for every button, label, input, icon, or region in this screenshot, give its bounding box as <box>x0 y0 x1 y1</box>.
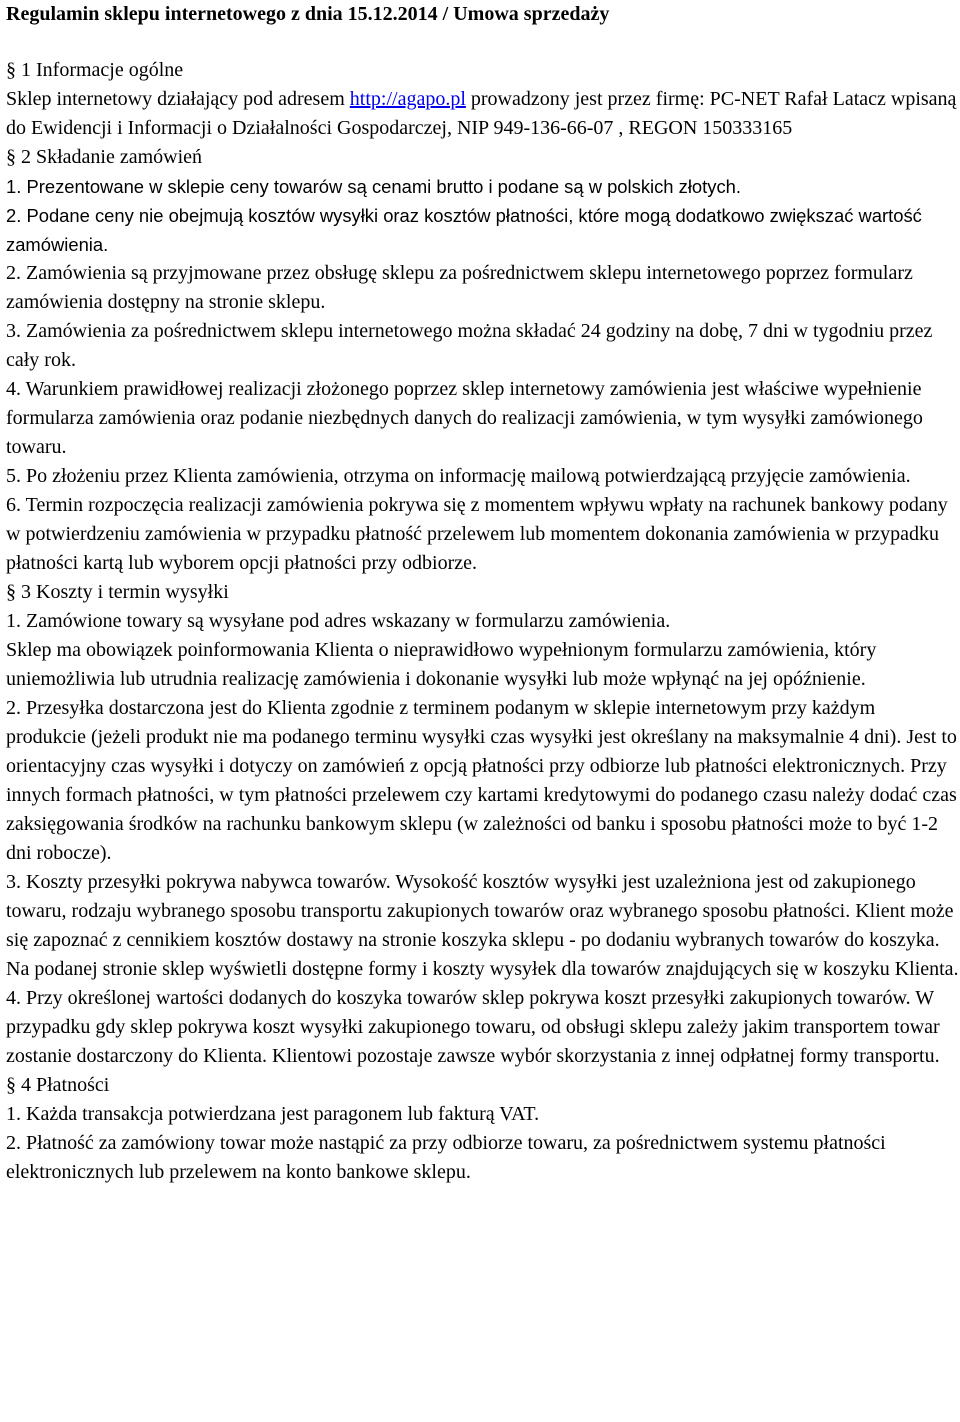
section-2-paragraph-7: 6. Termin rozpoczęcia realizacji zamówienia pokrywa się z momentem wpływu wpłaty na rachunek bankowy podany w potwierdzeniu zamówienia w przypadku płatność przelewem lub momentem dokonania zamówienia w przypadku płatności kartą lub wyborem opcji płatności przy odbiorze. <box>6 494 948 574</box>
section-3-paragraph-3: 3. Koszty przesyłki pokrywa nabywca towarów. Wysokość kosztów wysyłki jest uzależniona jest od zakupionego towaru, rodzaju wybranego sposobu transportu zakupionych towarów oraz wybranego sposobu płatności. Klient może się zapoznać z cennikiem kosztów dostawy na stronie koszyka sklepu - po dodaniu wybranych towarów do koszyka. Na podanej stronie sklep wyświetli dostępne formy i koszty wysyłek dla towarów znajdujących się w koszyku Klienta. <box>6 871 959 980</box>
section-3-paragraph-1: 1. Zamówione towary są wysyłane pod adres wskazany w formularzu zamówienia. <box>6 610 671 632</box>
section-2-paragraph-2: 2. Podane ceny nie obejmują kosztów wysyłki oraz kosztów płatności, które mogą dodatkowo zwiększać wartość zamówienia. <box>6 205 922 255</box>
section-4-heading: § 4 Płatności <box>6 1074 110 1096</box>
regulations-document <box>6 0 960 1187</box>
section-2-paragraph-1: 1. Prezentowane w sklepie ceny towarów są cenami brutto i podane są w polskich złotych. <box>6 176 741 197</box>
shop-url-link[interactable]: http://agapo.pl <box>349 88 466 110</box>
section-2-paragraph-5: 4. Warunkiem prawidłowej realizacji złożonego poprzez sklep internetowy zamówienia jest właściwe wypełnienie formularza zamówienia oraz podanie niezbędnych danych do realizacji zamówienia, w tym wysyłki zamówionego towaru. <box>6 378 923 458</box>
section-2-paragraph-4: 3. Zamówienia za pośrednictwem sklepu internetowego można składać 24 godziny na dobę, 7 dni w tygodniu przez cały rok. <box>6 320 933 371</box>
section-2-heading: § 2 Składanie zamówień <box>6 146 203 168</box>
section-2-paragraph-3: 2. Zamówienia są przyjmowane przez obsługę sklepu za pośrednictwem sklepu internetowego poprzez formularz zamówienia dostępny na stronie sklepu. <box>6 262 913 313</box>
title-spacer <box>6 29 960 56</box>
section-1-intro-text-after: prowadzony jest przez firmę: PC-NET Rafał Latacz wpisaną do Ewidencji i Informacji o Działalności Gospodarczej, NIP 949-136-66-07 , REGON 150333165 <box>6 88 957 139</box>
section-3-paragraph-4: 4. Przy określonej wartości dodanych do koszyka towarów sklep pokrywa koszt przesyłki zakupionych towarów. W przypadku gdy sklep pokrywa koszt wysyłki zakupionego towaru, od obsługi sklepu zależy jakim transportem towar zostanie dostarczony do Klienta. Klientowi pozostaje zawsze wybór skorzystania z innej odpłatnej formy transportu. <box>6 987 940 1067</box>
section-4-paragraph-2: 2. Płatność za zamówiony towar może nastąpić za przy odbiorze towaru, za pośrednictwem systemu płatności elektronicznych lub przelewem na konto bankowe sklepu. <box>6 1132 886 1183</box>
section-1-intro <box>6 85 960 143</box>
document-title: Regulamin sklepu internetowego z dnia 15.12.2014 / Umowa sprzedaży <box>6 3 610 25</box>
section-1-intro-text-before: Sklep internetowy działający pod adresem <box>6 88 350 110</box>
section-3-heading: § 3 Koszty i termin wysyłki <box>6 581 229 603</box>
section-1-heading: § 1 Informacje ogólne <box>6 59 184 81</box>
section-4-paragraph-1: 1. Każda transakcja potwierdzana jest paragonem lub fakturą VAT. <box>6 1103 540 1125</box>
section-3-paragraph-1b: Sklep ma obowiązek poinformowania Klienta o nieprawidłowo wypełnionym formularzu zamówienia, który uniemożliwia lub utrudnia realizację zamówienia i dokonanie wysyłki lub może wpłynąć na jej opóźnienie. <box>6 639 877 690</box>
section-3-paragraph-2: 2. Przesyłka dostarczona jest do Klienta zgodnie z terminem podanym w sklepie internetowym przy każdym produkcie (jeżeli produkt nie ma podanego terminu wysyłki czas wysyłki jest określany na maksymalnie 4 dni). Jest to orientacyjny czas wysyłki i dotyczy on zamówień z opcją płatności przy odbiorze lub płatności elektronicznych. Przy innych formach płatności, w tym płatności przelewem czy kartami kredytowymi do podanego czasu należy dodać czas zaksięgowania środków na rachunku bankowym sklepu (w zależności od banku i sposobu płatności może to być 1-2 dni robocze). <box>6 697 957 864</box>
section-2-paragraph-6: 5. Po złożeniu przez Klienta zamówienia, otrzyma on informację mailową potwierdzającą przyjęcie zamówienia. <box>6 465 911 487</box>
